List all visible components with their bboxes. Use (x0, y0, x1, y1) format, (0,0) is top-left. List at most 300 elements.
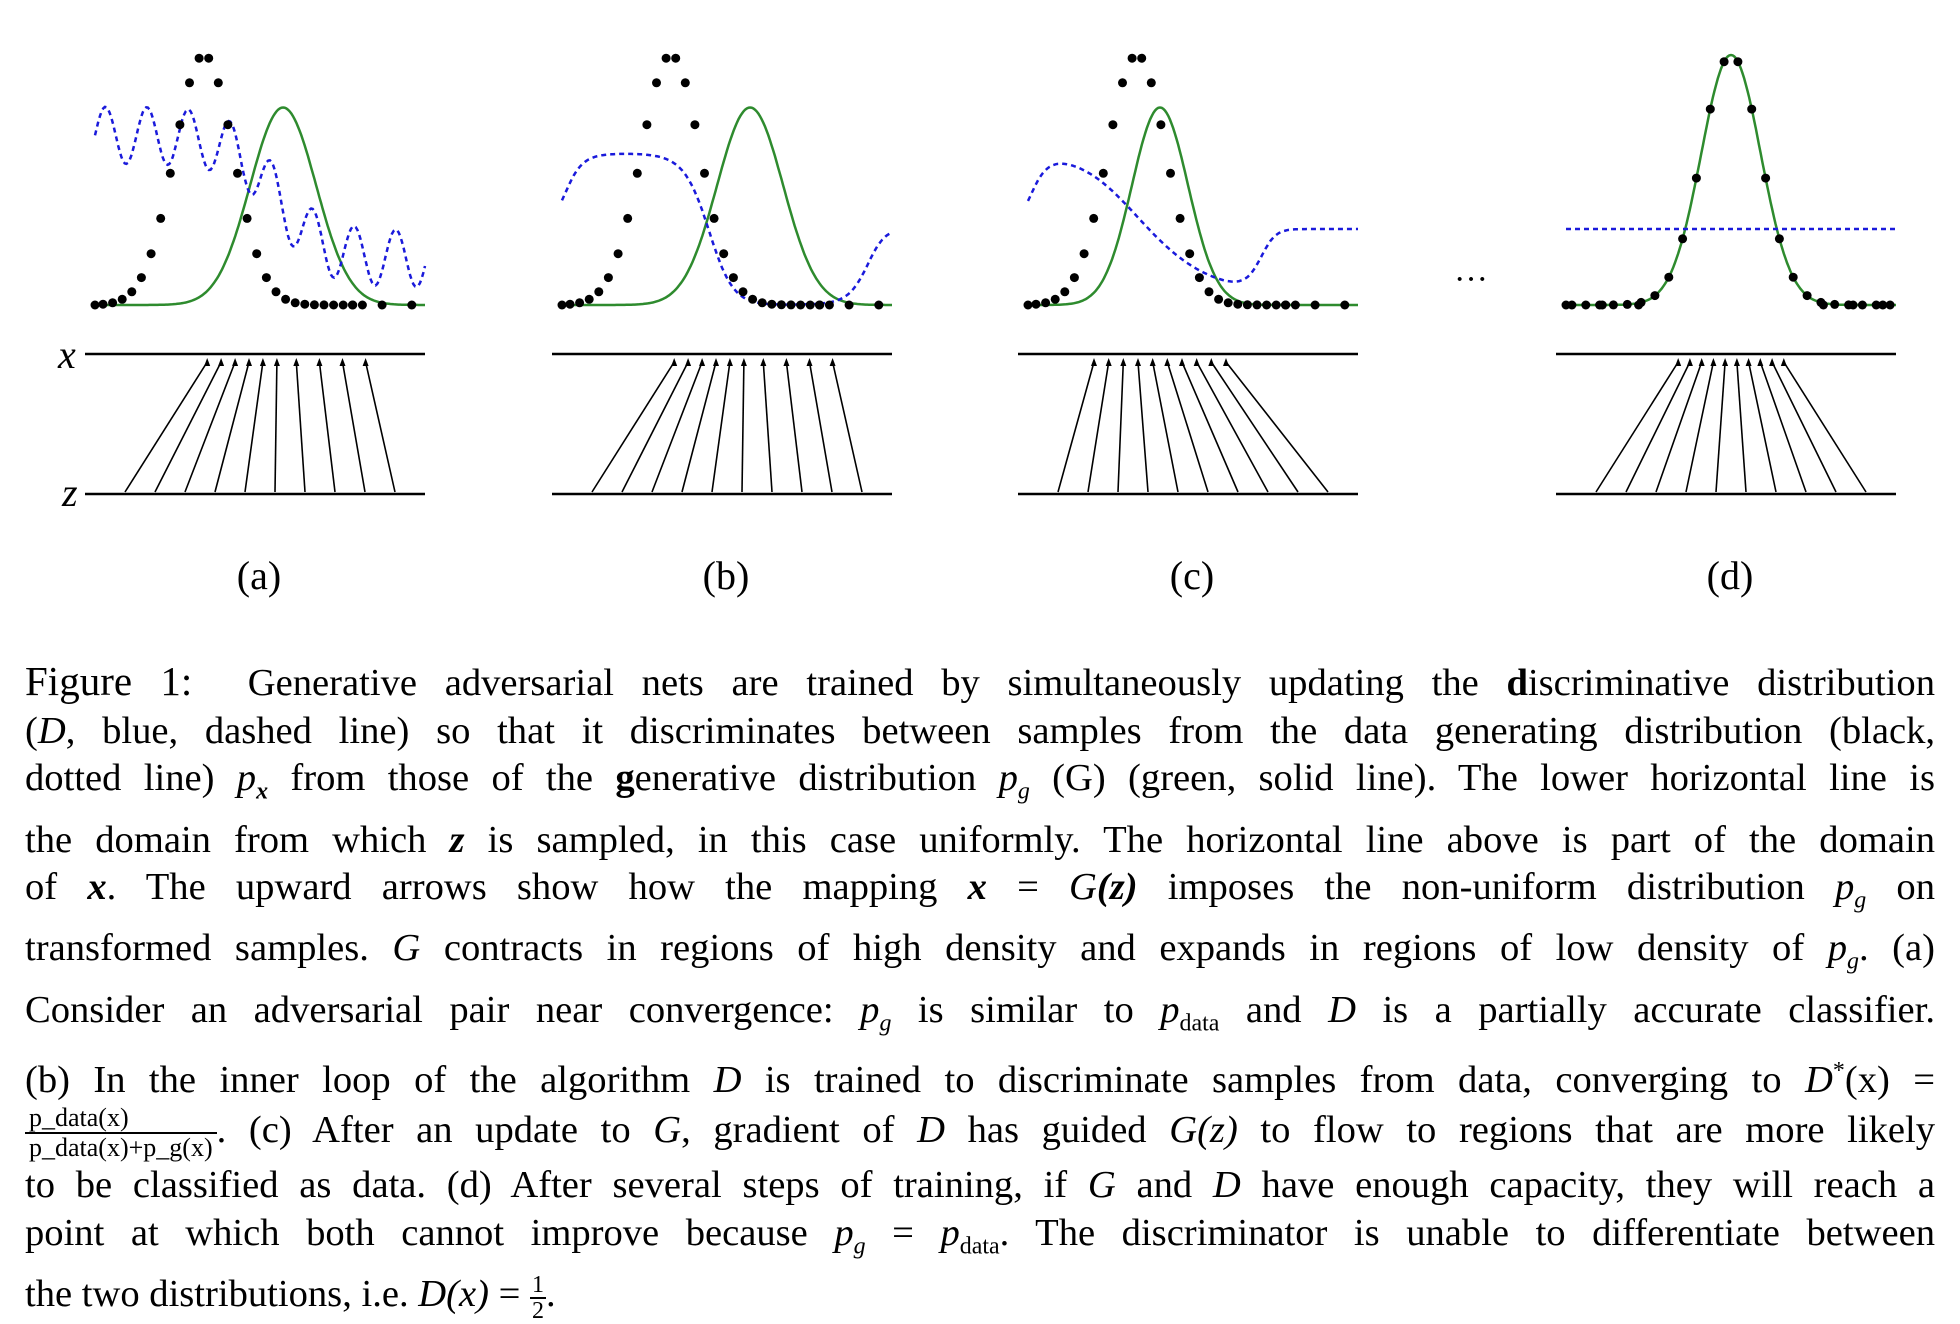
mapping-arrow (319, 362, 335, 492)
caption-math: G (1069, 866, 1097, 909)
mapping-arrow (786, 362, 802, 492)
caption-math: D (713, 1058, 742, 1101)
mapping-arrowhead (1699, 358, 1705, 366)
caption-math: G (653, 1109, 682, 1152)
mapping-arrowhead (1722, 358, 1728, 366)
data-point (204, 54, 213, 63)
data-point (845, 301, 854, 310)
data-point (1623, 300, 1632, 309)
caption-text: = (986, 866, 1070, 909)
caption-math: D (1212, 1164, 1241, 1207)
data-point (623, 214, 632, 223)
caption-math: D (1805, 1058, 1833, 1101)
caption-text: the two distributions, i.e. (25, 1273, 419, 1316)
data-point (1581, 301, 1590, 310)
mapping-arrow (1749, 362, 1776, 492)
mapping-arrow (1760, 362, 1806, 492)
caption-math: g (1017, 778, 1030, 805)
mapping-arrow (1656, 362, 1702, 492)
caption-text: Generative adversarial nets are trained by simultaneously updating the (247, 662, 1507, 704)
mapping-arrow (1686, 362, 1713, 492)
caption-text: , blue, dashed line) so that it discriminates between samples from the data generating distribution (black, (65, 709, 1935, 752)
data-point (1147, 78, 1156, 87)
data-point (739, 287, 748, 296)
caption-math: g (879, 1010, 892, 1037)
caption-text: is similar to (891, 988, 1161, 1031)
caption-line-7 (25, 987, 1935, 1048)
mapping-arrow (1182, 362, 1238, 492)
mapping-arrow (245, 362, 263, 492)
caption-text: (G) (green, solid line). The lower horizontal line is (1029, 757, 1935, 800)
data-point (1720, 57, 1729, 66)
data-point (719, 249, 728, 258)
data-point (223, 120, 232, 129)
mapping-arrowhead (1150, 358, 1156, 366)
x-axis-label: x (58, 332, 76, 377)
caption-text: the domain from which (25, 818, 450, 861)
mapping-arrowhead (760, 358, 766, 366)
caption-text: from those of the (268, 757, 616, 800)
data-point (1664, 273, 1673, 282)
panels-group (85, 54, 1896, 494)
caption-math: x (967, 866, 987, 909)
caption-math: p (940, 1212, 960, 1255)
caption-text: is trained to discriminate samples from data, converging to (741, 1058, 1805, 1101)
data-point (310, 300, 319, 309)
data-point (1205, 287, 1214, 296)
data-point (642, 120, 651, 129)
mapping-arrow (682, 362, 716, 492)
data-point (262, 273, 271, 282)
mapping-arrow (1784, 362, 1866, 492)
data-point (806, 301, 815, 310)
data-point (1340, 301, 1349, 310)
caption-line-4 (25, 817, 1935, 865)
mapping-arrowhead (1710, 358, 1716, 366)
mapping-arrowhead (1734, 358, 1740, 366)
data-point (175, 120, 184, 129)
mapping-arrow (1088, 362, 1109, 492)
caption-math: g (853, 1233, 866, 1260)
data-point (681, 78, 690, 87)
data-point (1634, 301, 1643, 310)
mapping-arrow (810, 362, 833, 492)
caption-math: G(z) (1169, 1109, 1238, 1152)
caption-line-10 (25, 1162, 1935, 1210)
data-point (796, 301, 805, 310)
mapping-arrowhead (1135, 358, 1141, 366)
data-point (767, 300, 776, 309)
panel-label-c: (c) (1169, 553, 1215, 598)
caption-text: . (546, 1273, 556, 1316)
data-point (748, 295, 757, 304)
caption-text: , gradient of (681, 1109, 918, 1152)
data-point (1878, 301, 1887, 310)
generator-density-line (1566, 55, 1896, 305)
caption-math: D (917, 1109, 945, 1152)
data-point (1789, 273, 1798, 282)
mapping-arrow (622, 362, 688, 492)
mapping-arrow (742, 362, 744, 492)
data-point (378, 301, 387, 310)
discriminator-dashed-line (562, 154, 892, 305)
mapping-arrow (1211, 362, 1298, 492)
data-point (252, 249, 261, 258)
data-point (1706, 105, 1715, 114)
caption-math: p (236, 757, 257, 800)
data-point (604, 273, 613, 282)
data-point (358, 301, 367, 310)
fraction-denominator: 2 (532, 1297, 544, 1324)
caption-text: and (1115, 1164, 1213, 1207)
mapping-arrowhead (1769, 358, 1775, 366)
mapping-arrow (712, 362, 730, 492)
caption-math: (x) = (1844, 1058, 1935, 1101)
data-point (1051, 295, 1060, 304)
mapping-arrowhead (1106, 358, 1112, 366)
data-point (1060, 287, 1069, 296)
mapping-arrow (343, 362, 366, 492)
caption-text: to be classified as data. (d) After several steps of training, if (25, 1164, 1088, 1207)
data-point (329, 301, 338, 310)
caption-math: p (834, 1212, 854, 1255)
mapping-arrow (1118, 362, 1123, 492)
caption-text: . (a) (1858, 927, 1935, 970)
data-point (1598, 301, 1607, 310)
data-point (1099, 169, 1108, 178)
mapping-arrowhead (274, 358, 280, 366)
mapping-arrow (652, 362, 702, 492)
data-point (1156, 120, 1165, 129)
caption-math: p (860, 988, 880, 1031)
data-point (1041, 298, 1050, 307)
caption-bold: g (615, 757, 635, 800)
caption-math: D(x) (418, 1273, 489, 1316)
caption-line-12 (25, 1271, 1935, 1322)
fraction-denominator: p_data(x)+p_g(x) (29, 1133, 213, 1163)
mapping-arrowhead (685, 358, 691, 366)
data-point (1089, 214, 1098, 223)
mapping-arrowhead (741, 358, 747, 366)
data-point (127, 287, 136, 296)
data-point (777, 300, 786, 309)
caption-line-2 (25, 708, 1935, 756)
data-point (1858, 301, 1867, 310)
data-point (243, 214, 252, 223)
panel-label-b: (b) (702, 553, 750, 598)
data-point (1650, 291, 1659, 300)
mapping-arrowhead (1781, 358, 1787, 366)
caption-math: x (256, 778, 269, 805)
caption-bold: d (1506, 662, 1528, 704)
panel-label-d: (d) (1706, 553, 1754, 598)
data-point (1224, 298, 1233, 307)
data-point (815, 301, 824, 310)
data-point (1819, 301, 1828, 310)
data-point (1562, 301, 1571, 310)
data-point (652, 78, 661, 87)
caption-text: to flow to regions that are more likely (1237, 1109, 1935, 1152)
data-point (1195, 273, 1204, 282)
caption-text: imposes the non-uniform distribution (1137, 866, 1835, 909)
caption-text: on (1866, 866, 1936, 909)
data-point (195, 54, 204, 63)
data-point (566, 300, 575, 309)
fraction-one-half (530, 1273, 546, 1323)
data-point (1176, 214, 1185, 223)
data-point (1272, 301, 1281, 310)
mapping-arrow (763, 362, 772, 492)
caption-text: . The upward arrows show how the mapping (106, 866, 968, 909)
mapping-arrow (1226, 362, 1328, 492)
mapping-arrow (155, 362, 221, 492)
data-point (1678, 234, 1687, 243)
data-point (147, 249, 156, 258)
gan-training-figure (0, 0, 1960, 640)
mapping-arrowhead (671, 358, 677, 366)
data-point (407, 301, 416, 310)
caption-math: p (998, 757, 1018, 800)
caption-text: enerative distribution (634, 757, 999, 800)
data-point (1166, 169, 1175, 178)
data-point (1118, 78, 1127, 87)
mapping-arrowhead (1164, 358, 1170, 366)
caption-math: (z) (1096, 866, 1138, 909)
data-point (233, 169, 242, 178)
data-point (348, 301, 357, 310)
data-point (1609, 300, 1618, 309)
mapping-arrow (1058, 362, 1094, 492)
data-point (1070, 273, 1079, 282)
mapping-arrow (1626, 362, 1690, 492)
data-point (108, 298, 117, 307)
data-point (320, 300, 329, 309)
data-point (214, 78, 223, 87)
caption-text: is a partially accurate classifier. (1355, 988, 1936, 1031)
data-point (1108, 120, 1117, 129)
caption-line-11 (25, 1210, 1935, 1271)
data-point (281, 295, 290, 304)
caption-math: g (1847, 949, 1859, 976)
caption-line-9 (25, 1104, 1935, 1162)
data-point (1291, 301, 1300, 310)
data-point (594, 287, 603, 296)
data-point (1262, 301, 1271, 310)
data-point (575, 298, 584, 307)
data-point (1185, 249, 1194, 258)
data-point (585, 295, 594, 304)
data-point (787, 300, 796, 309)
mapping-arrowhead (316, 358, 322, 366)
data-point (118, 295, 127, 304)
caption-line-8 (25, 1048, 1935, 1104)
caption-math: p (1827, 927, 1848, 970)
caption-math: G (1087, 1164, 1116, 1207)
caption-text: point at which both cannot improve because (25, 1212, 835, 1255)
panel-label-a: (a) (236, 553, 282, 598)
caption-math: G (392, 927, 421, 970)
data-point (1024, 301, 1033, 310)
mapping-arrowhead (340, 358, 346, 366)
mapping-arrowhead (204, 358, 210, 366)
caption-line-1 (25, 658, 1935, 708)
caption-math: data (1179, 1010, 1220, 1037)
mapping-arrowhead (260, 358, 266, 366)
data-point (185, 78, 194, 87)
mapping-arrow (185, 362, 235, 492)
mapping-arrowhead (727, 358, 733, 366)
caption-text: (b) In the inner loop of the algorithm (25, 1058, 714, 1101)
mapping-arrow (1716, 362, 1725, 492)
mapping-arrow (275, 362, 277, 492)
data-point (137, 273, 146, 282)
caption-math: p (1834, 866, 1855, 909)
mapping-arrowhead (1179, 358, 1185, 366)
mapping-arrow (1772, 362, 1836, 492)
caption-text: transformed samples. (25, 927, 393, 970)
data-point (166, 169, 175, 178)
data-point (1849, 301, 1858, 310)
fraction-numerator: 1 (532, 1271, 544, 1298)
mapping-arrowhead (293, 358, 299, 366)
discriminator-dashed-line (1028, 164, 1358, 282)
data-point (700, 169, 709, 178)
figure-caption (25, 658, 1935, 1323)
mapping-arrow (1138, 362, 1148, 492)
data-point (1137, 54, 1146, 63)
data-point (1830, 300, 1839, 309)
fraction-optimal-discriminator (25, 1104, 217, 1162)
data-point (272, 287, 281, 296)
mapping-arrowhead (1746, 358, 1752, 366)
data-point (156, 214, 165, 223)
mapping-arrow (833, 362, 862, 492)
mapping-arrow (366, 362, 395, 492)
data-point (300, 300, 309, 309)
mapping-arrowhead (1687, 358, 1693, 366)
mapping-arrowhead (232, 358, 238, 366)
data-point (671, 54, 680, 63)
mapping-arrow (1737, 362, 1746, 492)
data-point (339, 301, 348, 310)
mapping-arrowhead (830, 358, 836, 366)
mapping-arrowhead (713, 358, 719, 366)
data-point (291, 298, 300, 307)
caption-math: p (1160, 988, 1180, 1031)
ellipsis: ··· (1454, 261, 1488, 298)
caption-text: contracts in regions of high density and expands in regions of low density of (420, 927, 1828, 970)
data-point (1281, 301, 1290, 310)
caption-text: have enough capacity, they will reach a (1240, 1164, 1935, 1207)
caption-text: . The discriminator is unable to differentiate between (999, 1212, 1936, 1255)
data-point (662, 54, 671, 63)
data-point (729, 273, 738, 282)
caption-text: Consider an adversarial pair near convergence: (25, 988, 861, 1031)
data-point (1747, 105, 1756, 114)
discriminator-dashed-line (95, 107, 425, 287)
mapping-arrow (592, 362, 674, 492)
data-point (99, 300, 108, 309)
fraction-numerator: p_data(x) (25, 1104, 217, 1134)
data-point (1243, 300, 1252, 309)
mapping-arrowhead (1223, 358, 1229, 366)
data-point (1128, 54, 1137, 63)
mapping-arrowhead (1091, 358, 1097, 366)
mapping-arrowhead (1675, 358, 1681, 366)
data-point (690, 120, 699, 129)
data-point (91, 301, 100, 310)
mapping-arrow (1596, 362, 1678, 492)
data-point (1311, 301, 1320, 310)
data-point (758, 298, 767, 307)
mapping-arrow (1197, 362, 1268, 492)
mapping-arrow (215, 362, 249, 492)
data-point (633, 169, 642, 178)
mapping-arrowhead (783, 358, 789, 366)
mapping-arrowhead (1194, 358, 1200, 366)
caption-math: data (959, 1233, 1000, 1260)
caption-math: * (1832, 1058, 1845, 1085)
data-point (1775, 234, 1784, 243)
caption-line-3 (25, 755, 1935, 816)
data-point (1253, 300, 1262, 309)
caption-math: z (449, 818, 465, 861)
caption-text: has guided (944, 1109, 1170, 1152)
data-point (874, 301, 883, 310)
caption-text: of (25, 866, 88, 909)
caption-math: D (1328, 988, 1356, 1031)
caption-text: . (c) After an update to (216, 1109, 654, 1152)
data-point (1233, 300, 1242, 309)
mapping-arrowhead (699, 358, 705, 366)
caption-line-5 (25, 864, 1935, 925)
mapping-arrowhead (363, 358, 369, 366)
data-point (1080, 249, 1089, 258)
data-point (614, 249, 623, 258)
caption-text: iscriminative distribution (1527, 662, 1935, 704)
data-point (1733, 57, 1742, 66)
data-point (1214, 295, 1223, 304)
data-point (558, 301, 567, 310)
caption-text: and (1219, 988, 1329, 1031)
mapping-arrowhead (1208, 358, 1214, 366)
z-axis-label: z (62, 470, 78, 515)
caption-text: ( (25, 709, 38, 752)
mapping-arrowhead (246, 358, 252, 366)
data-point (1032, 300, 1041, 309)
caption-text: = (865, 1212, 941, 1255)
mapping-arrowhead (218, 358, 224, 366)
mapping-arrowhead (1757, 358, 1763, 366)
mapping-arrow (125, 362, 207, 492)
caption-math: g (1854, 887, 1867, 914)
data-point (1803, 291, 1812, 300)
caption-text: = (488, 1273, 530, 1316)
caption-math: x (87, 866, 107, 909)
figure-number: Figure 1: (25, 658, 193, 704)
data-point (1692, 174, 1701, 183)
data-point (710, 214, 719, 223)
mapping-arrowhead (1120, 358, 1126, 366)
mapping-arrow (296, 362, 305, 492)
caption-line-6 (25, 925, 1935, 986)
data-point (1761, 174, 1770, 183)
mapping-arrowhead (807, 358, 813, 366)
caption-text: dotted line) (25, 757, 237, 800)
caption-math: D (37, 709, 66, 752)
data-point (825, 301, 834, 310)
caption-text: is sampled, in this case uniformly. The horizontal line above is part of the domain (464, 818, 1935, 861)
